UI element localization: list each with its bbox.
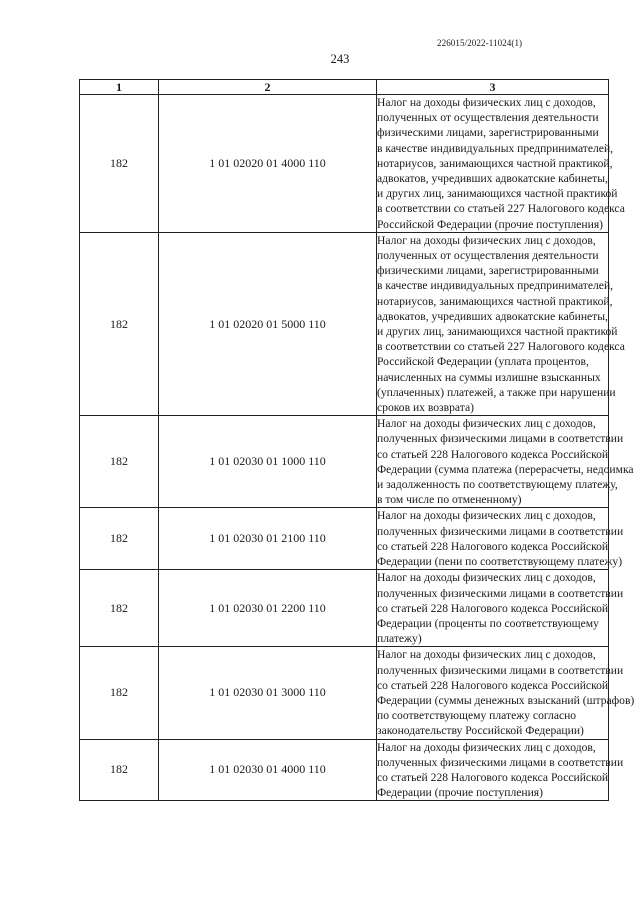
column-header-3: 3: [377, 80, 609, 95]
description-line: Налог на доходы физических лиц с доходов,: [377, 740, 596, 754]
document-registration-number: 226015/2022-11024(1): [437, 38, 523, 48]
description-line: законодательству Российской Федерации): [377, 724, 584, 738]
description-line: физическими лицами, зарегистрированными: [377, 264, 599, 278]
description-line: полученных физическими лицами в соответствии: [377, 663, 624, 677]
kbk-code-cell: 1 01 02030 01 3000 110: [159, 647, 377, 739]
table-row: [80, 232, 609, 415]
table-row: [80, 416, 609, 508]
description-line: со статьей 228 Налогового кодекса Российской: [377, 770, 609, 784]
table-header-row: [80, 80, 609, 95]
description-cell: [377, 95, 625, 233]
description-line: физическими лицами, зарегистрированными: [377, 126, 599, 140]
description-line: Налог на доходы физических лиц с доходов,: [377, 648, 596, 662]
description-line: сроков их возврата): [377, 401, 474, 415]
admin-code-cell: 182: [80, 95, 159, 233]
kbk-code-cell: 1 01 02030 01 2200 110: [159, 570, 377, 647]
description-line: адвокатов, учредивших адвокатские кабинеты,: [377, 172, 608, 186]
admin-code-cell: 182: [80, 232, 159, 415]
description-line: в качестве индивидуальных предпринимателей,: [377, 279, 614, 293]
admin-code-cell: 182: [80, 508, 159, 570]
admin-code-cell: 182: [80, 647, 159, 739]
description-line: Налог на доходы физических лиц с доходов,: [377, 571, 596, 585]
description-cell: [377, 570, 624, 647]
description-cell: [377, 508, 624, 570]
description-line: и других лиц, занимающихся частной практикой: [377, 325, 618, 339]
description-line: (уплаченных) платежей, а также при нарушении: [377, 385, 616, 399]
admin-code-cell: 182: [80, 739, 159, 801]
description-line: Российской Федерации (уплата процентов,: [377, 355, 589, 369]
admin-code-cell: 182: [80, 570, 159, 647]
description-cell: [377, 416, 634, 508]
description-cell: [377, 739, 624, 801]
budget-classification-table: [79, 79, 635, 801]
description-line: и задолженность по соответствующему платежу,: [377, 478, 618, 492]
description-cell: [377, 232, 625, 415]
description-line: в соответствии со статьей 227 Налогового кодекса: [377, 202, 625, 216]
description-line: Налог на доходы физических лиц с доходов,: [377, 417, 596, 431]
admin-code-cell: 182: [80, 416, 159, 508]
description-line: Федерации (суммы денежных взысканий (штрафов): [377, 693, 635, 707]
kbk-code-cell: 1 01 02030 01 2100 110: [159, 508, 377, 570]
description-line: платежу): [377, 632, 422, 646]
description-line: Налог на доходы физических лиц с доходов,: [377, 233, 596, 247]
table-row: [80, 508, 609, 570]
description-line: со статьей 228 Налогового кодекса Российской: [377, 447, 609, 461]
table-row: [80, 570, 609, 647]
description-line: Федерации (проценты по соответствующему: [377, 616, 599, 630]
table-body: [80, 95, 635, 801]
description-line: полученных физическими лицами в соответствии: [377, 432, 624, 446]
description-line: полученных от осуществления деятельности: [377, 249, 599, 263]
table-row: [80, 647, 609, 739]
description-line: Российской Федерации (прочие поступления): [377, 217, 604, 231]
description-line: в соответствии со статьей 227 Налогового кодекса: [377, 340, 625, 354]
table-row: [80, 739, 609, 801]
table-row: [80, 95, 609, 233]
description-line: и других лиц, занимающихся частной практикой: [377, 187, 618, 201]
page-number: 243: [330, 52, 350, 66]
column-header-2: 2: [159, 80, 377, 95]
description-line: нотариусов, занимающихся частной практикой,: [377, 156, 613, 170]
kbk-code-cell: 1 01 02030 01 1000 110: [159, 416, 377, 508]
description-line: в качестве индивидуальных предпринимателей,: [377, 141, 614, 155]
description-line: адвокатов, учредивших адвокатские кабинеты,: [377, 309, 608, 323]
description-line: начисленных на суммы излишне взысканных: [377, 370, 601, 384]
kbk-code-cell: 1 01 02020 01 4000 110: [159, 95, 377, 233]
description-line: со статьей 228 Налогового кодекса Российской: [377, 601, 609, 615]
column-header-1: 1: [80, 80, 159, 95]
description-line: полученных физическими лицами в соответствии: [377, 524, 624, 538]
description-line: со статьей 228 Налогового кодекса Российской: [377, 678, 609, 692]
kbk-code-cell: 1 01 02020 01 5000 110: [159, 232, 377, 415]
description-line: по соответствующему платежу согласно: [377, 709, 577, 723]
description-cell: [377, 647, 635, 739]
description-line: Налог на доходы физических лиц с доходов,: [377, 509, 596, 523]
kbk-code-cell: 1 01 02030 01 4000 110: [159, 739, 377, 801]
description-line: Федерации (сумма платежа (перерасчеты, недоимка: [377, 462, 634, 476]
description-line: в том числе по отмененному): [377, 493, 522, 507]
description-line: полученных физическими лицами в соответствии: [377, 755, 624, 769]
description-line: Налог на доходы физических лиц с доходов,: [377, 96, 596, 109]
description-line: полученных физическими лицами в соответствии: [377, 586, 624, 600]
description-line: нотариусов, занимающихся частной практикой,: [377, 294, 613, 308]
description-line: со статьей 228 Налогового кодекса Российской: [377, 539, 609, 553]
description-line: полученных от осуществления деятельности: [377, 111, 599, 125]
description-line: Федерации (прочие поступления): [377, 786, 543, 800]
description-line: Федерации (пени по соответствующему платежу): [377, 555, 623, 569]
